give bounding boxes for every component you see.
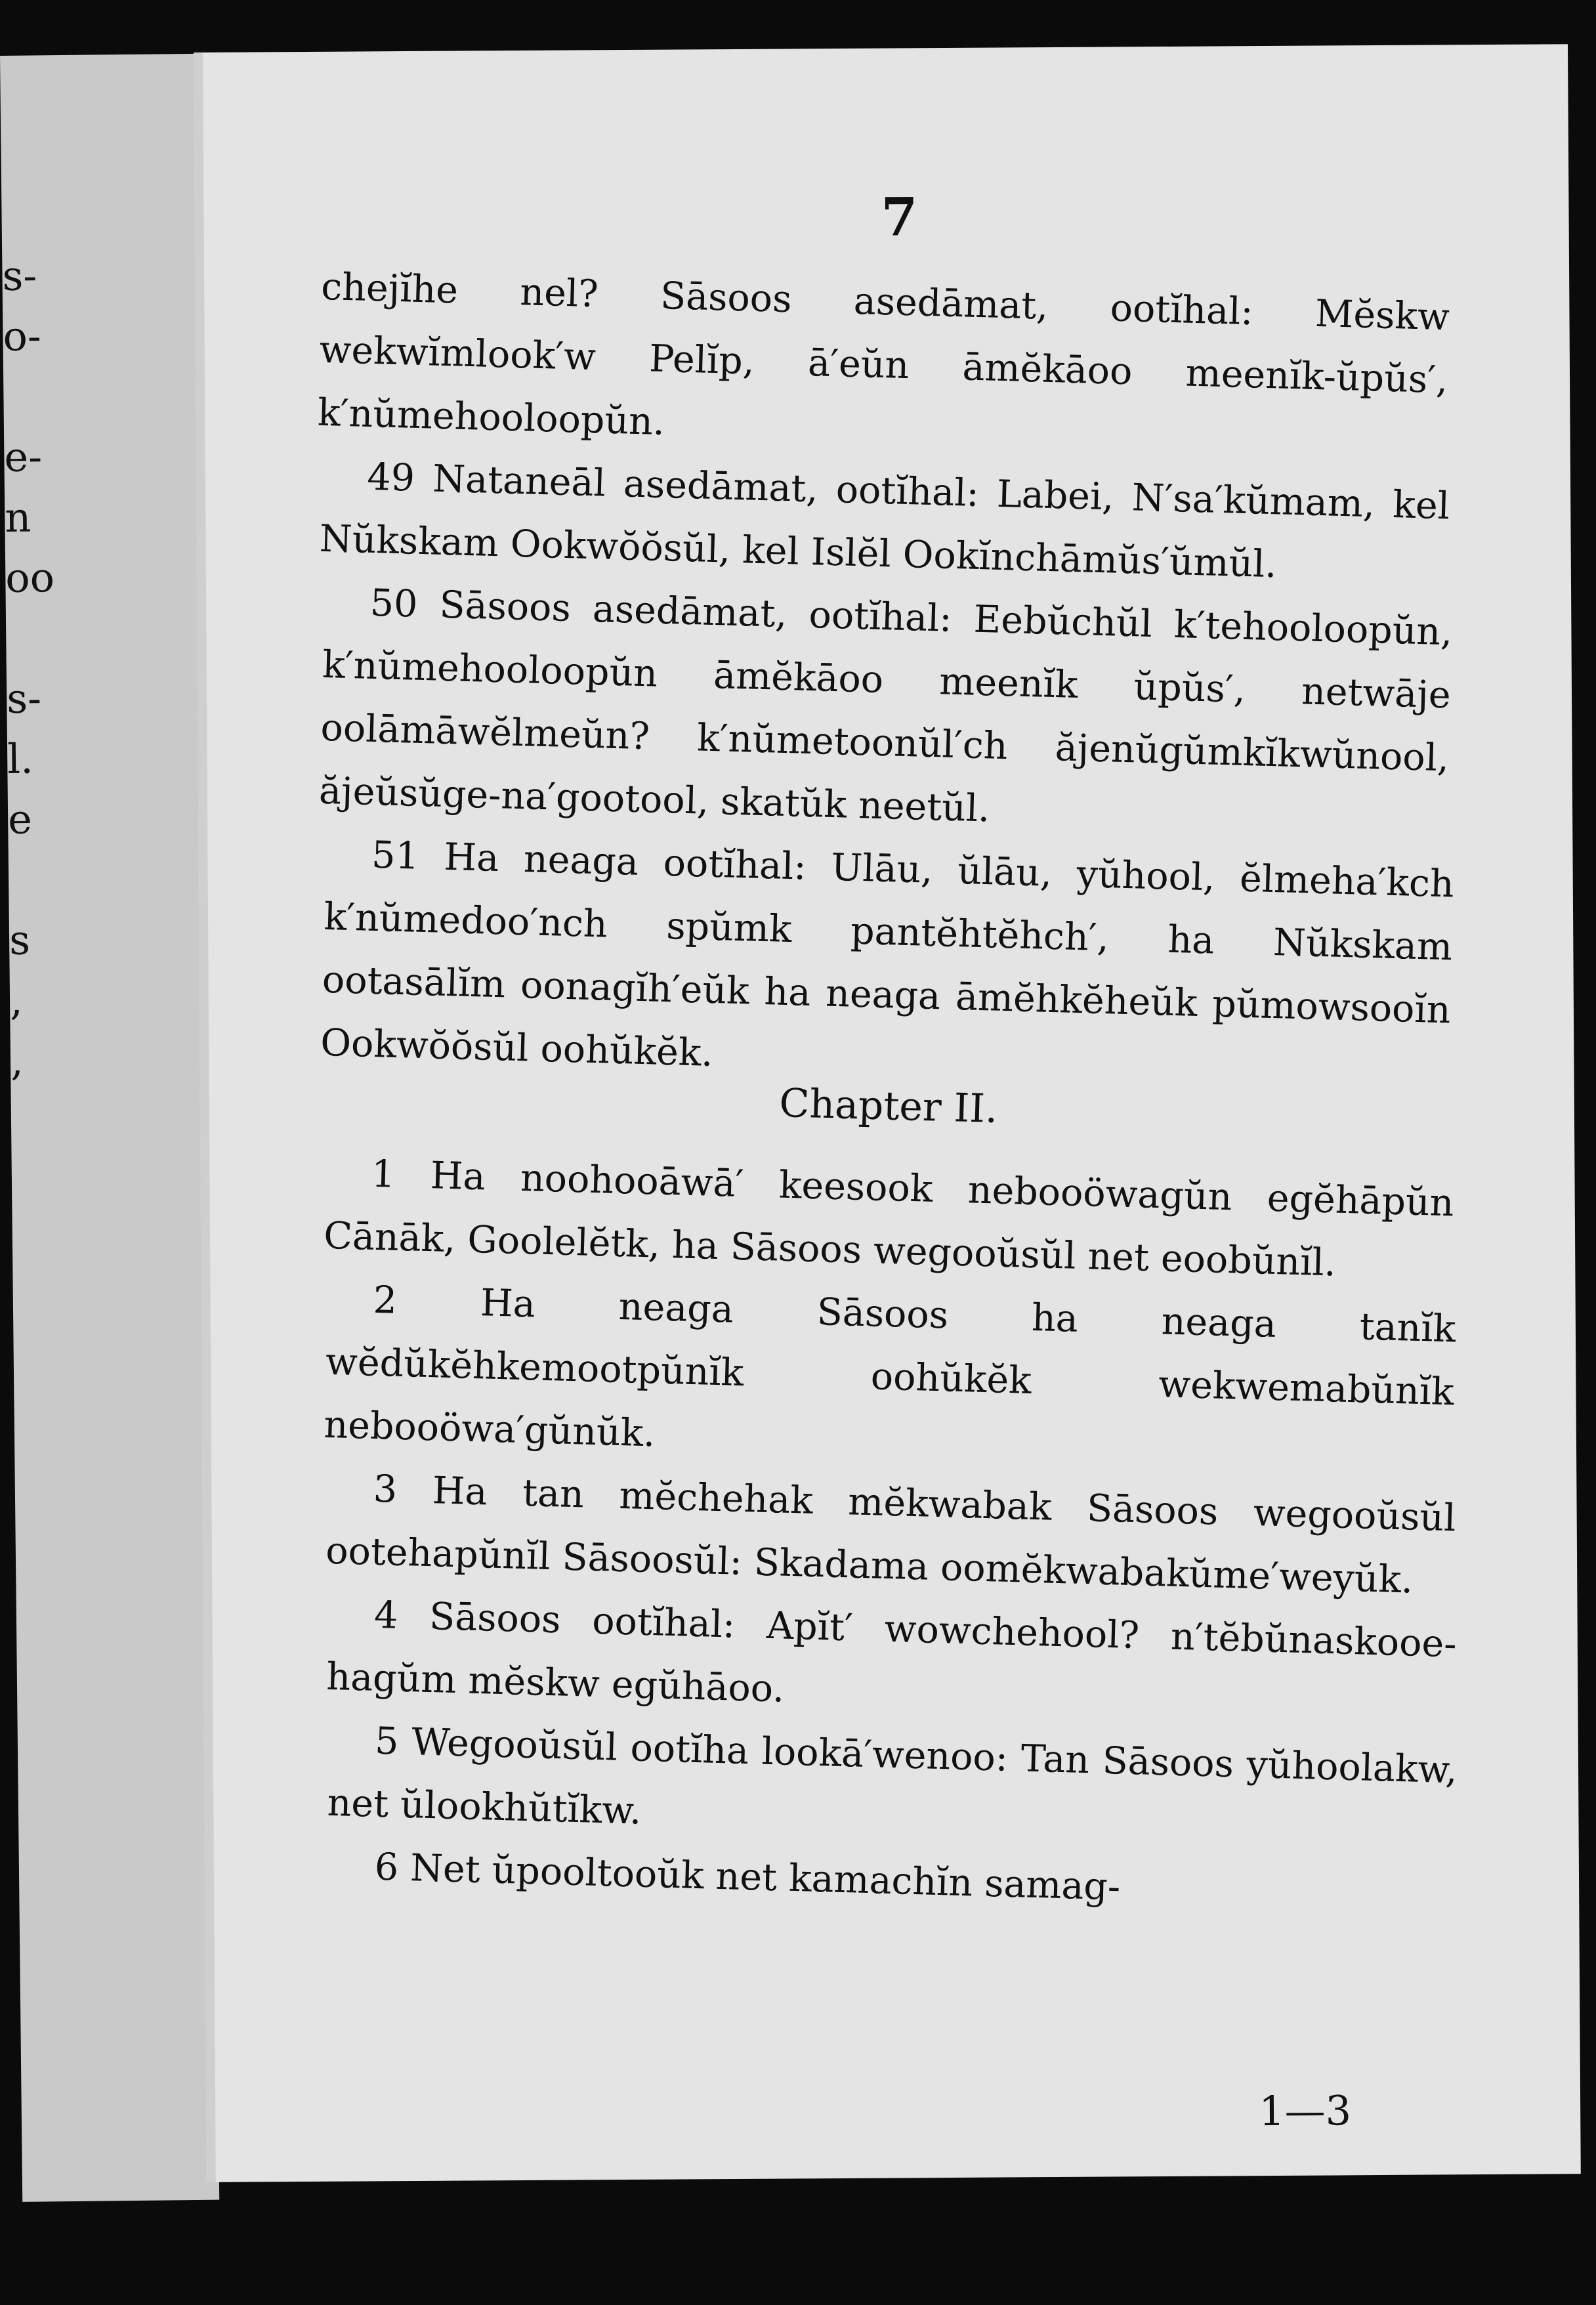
paragraph-chapter2-verse-5: 5 Wegooŭsŭl ootĭha lookā′wenoo: Tan Sāsoos yŭhoolakw, net ŭlookhŭtĭkw. — [326, 1719, 1458, 1833]
paragraph-verse-48-continuation: chejĭhe nel? Sāsoos asedāmat, ootĭhal: Mĕskw wekwĭmlook′w Pelĭp, ā′eŭn āmĕkāoo meenĭk-ŭpŭs′, k′nŭmehooloopŭn. — [317, 264, 1450, 444]
right-page — [194, 44, 1581, 2182]
page-body — [317, 248, 1458, 1909]
left-page-text-fragments: s- o- e- n oo s- l. e s , , — [2, 251, 55, 1085]
left-page-edge — [0, 54, 219, 2202]
paragraph-chapter2-verse-2: 2 Ha neaga Sāsoos ha neaga tanĭk wĕdŭkĕhkemootpŭnĭk oohŭkĕk wekwemabŭnĭk nebooöwa′gŭnŭk. — [323, 1278, 1457, 1456]
signature-mark: 1—3 — [1258, 2086, 1352, 2136]
paragraph-chapter2-verse-4: 4 Sāsoos ootĭhal: Apĭt′ wowchehool? n′tĕbŭnaskooe-hagŭm mĕskw egŭhāoo. — [326, 1593, 1458, 1711]
chapter-heading: Chapter II. — [778, 1080, 998, 1133]
paragraph-chapter2-verse-3: 3 Ha tan mĕchehak mĕkwabak Sāsoos wegooŭsŭl ootehapŭnĭl Sāsoosŭl: Skadama oomĕkwabakŭme′weyŭk. — [325, 1467, 1457, 1602]
paragraph-verse-50: 50 Sāsoos asedāmat, ootĭhal: Eebŭchŭl k′tehooloopŭn, k′nŭmehooloopŭn āmĕkāoo meenĭk ŭpŭs′, netwāje oolāmāwĕlmeŭn? k′nŭmetoonŭl′ch ăjenŭgŭmkĭkwŭnool, ăjeŭsŭge-na′gootool, skatŭk neetŭl. — [318, 581, 1454, 831]
paragraph-chapter2-verse-6: 6 Net ŭpooltooŭk net kamachĭn samag- — [373, 1845, 1122, 1909]
paragraph-verse-51: 51 Ha neaga ootĭhal: Ulāu, ŭlāu, yŭhool, ĕlmeha′kch k′nŭmedoo′nch spŭmk pantĕhtĕhch′, ha Nŭkskam ootasālĭm oonagĭh′eŭk ha neaga āmĕhkĕheŭk pŭmowsooĭn Ookwŏŏsŭl oohŭkĕk. — [320, 833, 1455, 1075]
paragraph-chapter2-verse-1: 1 Ha noohooāwā′ keesook nebooöwagŭn egĕhāpŭn Cānāk, Goolelĕtk, ha Sāsoos wegooŭsŭl net eoobŭnĭl. — [323, 1152, 1455, 1285]
paragraph-verse-49: 49 Nataneāl asedāmat, ootĭhal: Labei, N′sa′kŭmam, kel Nŭkskam Ookwŏŏsŭl, kel Islĕl Ookĭnchāmŭs′ŭmŭl. — [319, 455, 1450, 587]
page-number: 7 — [881, 186, 918, 248]
